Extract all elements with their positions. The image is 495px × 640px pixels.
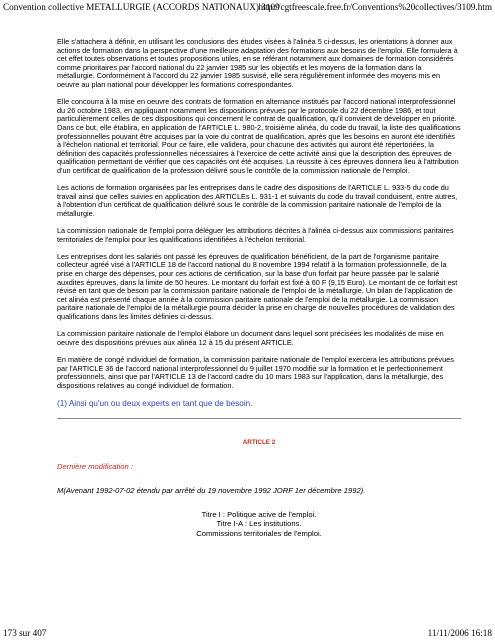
paragraph-7: En matière de congé individuel de formation, la commission paritaire nationale de l'emploi exercera les attributions prévues par l'ARTICLE 36 de l'accord national interprofessionnel du 9 juillet 1970 modifié sur la formation et le perfectionnement professionnels, ainsi que par l'ARTICLE 13 de l'accord cadre du 10 mars 1983 sur l'application, dans la métallurgie, des dispositions relatives au congé individuel de formation. [57, 354, 454, 390]
footnote: (1) Ainsi qu'un ou deux experts en tant que de besoin. [57, 398, 253, 408]
paragraph-2: Elle concourra à la mise en oeuvre des contrats de formation en alternance institués par l'accord national interprofessionnel du 26 octobre 1983, en appliquant notamment les dispositions prévues par le protocole du 22 décembre 1986, et tout particulièrement celles de ces dispositions qui concernent le contrat de qualification, qu'il convient de développer en priorité. Dans ce but, elle établira, en application de l'ARTICLE L. 980-2, troisième alinéa, du code du travail, la liste des qualifications professionnelles pouvant être acquises par la voie du contrat de qualification, après que les besoins en auront été identifiés à l'échelon national et territorial. Pour ce faire, elle validera, pour chacune des activités qui auront été répertoriées, la définition des capacités professionnelles nécessaires à l'exercice de cette activité ainsi que la description des épreuves de qualification permettant de vérifier que ces capacités ont été acquises. La réussite à ces épreuves donnera lieu à l'attribution d'un certificat de qualification de la profession délivré sous le contrôle de la commission nationale de l'emploi. [57, 97, 461, 175]
article-heading: ARTICLE 2 [242, 438, 276, 446]
header-url: http://cgtfreescale.free.fr/Conventions%20collectives/3109.htm [258, 2, 492, 12]
paragraph-1: Elle s'attachera à définir, en utilisant les conclusions des études visées à l'alinéa 5 ci-dessus, les orientations à donner aux actions de formation dans la perspective d'une meilleure adaptation des formations aux besoins de l'emploi. Elle formulera à cet effet toutes observations et toutes propositions utiles, en se référant notamment aux domaines de formation considérés comme prioritaires par l'accord national du 22 janvier 1985 sur les objectifs et les moyens de la formation dans la métallurgie. Conformément à l'accord du 22 janvier 1985 susvisé, elle sera régulièrement informée des moyens mis en oeuvre au plan national pour développer les formations correspondantes. [57, 37, 458, 89]
page-counter: 173 sur 407 [3, 628, 47, 638]
paragraph-5: Les entreprises dont les salariés ont passé les épreuves de qualification bénéficient, de la part de l'organisme paritaire collecteur agréé visé à l'ARTICLE 18 de l'accord national du 8 novembre 1994 relatif à la formation professionnelle, de la prise en charge des dépenses, pour ces actions de certification, sur la base d'un forfait par heure passée par le salarié auxdites épreuves, dans la limite de 50 heures. Le montant du forfait est fixé à 60 F (9,15 Euro). Le montant de ce forfait est révisé en tant que de besoin par la commission paritaire nationale de l'emploi de la métallurgie. Un bilan de l'application de cet alinéa est présenté chaque année à la commission paritaire nationale de l'emploi de la métallurgie. La commission paritaire nationale de l'emploi de la métallurgie pourra décider la prise en charge de nouvelles procédures de validation des qualifications dans les limites définies ci-dessus. [57, 251, 458, 321]
page-header [0, 0, 495, 14]
last-modification-label: Dernière modification : [57, 461, 133, 471]
title-line-2: Titre I-A : Les institutions. [216, 519, 302, 529]
paragraph-6: La commission paritaire nationale de l'emploi élabore un document dans lequel sont précisées les modalités de mise en oeuvre des dispositions prévues aux alinéa 12 à 15 du présent ARTICLE. [57, 329, 444, 347]
section-titles [57, 510, 461, 538]
print-timestamp: 11/11/2006 16:18 [427, 628, 492, 638]
page-footer [0, 626, 495, 640]
paragraph-4: La commission nationale de l'emploi porra déléguer les attributions décrites à l'alinéa ci-dessus aux commissions paritaires territoriales de l'emploi pour les qualifications identifiées à l'échelon territorial. [57, 226, 454, 244]
paragraph-3: Les actions de formation organisées par les entreprises dans le cadre des dispositions de l'ARTICLE L. 933-5 du code du travail ainsi que celles suivies en application des ARTICLEs L. 931-1 et suivants du code du travail conduisent, entre autres, à l'obtention d'un certificat de qualification délivré sous le contrôle de la commission paritaire nationale de l'emploi de la métallurgie. [57, 183, 458, 218]
document-body [57, 38, 461, 538]
title-line-1: Titre I : Politique acive de l'emploi. [201, 509, 317, 519]
title-line-3: Commissions territoriales de l'emploi. [196, 528, 322, 538]
header-document-title: Convention collective METALLURGIE (ACCORDS NATIONAUX) 3109 [3, 2, 280, 12]
avenant-reference: M(Avenant 1992-07-02 étendu par arrêté du 19 novembre 1992 JORF 1er décembre 1992). [57, 486, 366, 496]
section-divider [57, 418, 461, 419]
